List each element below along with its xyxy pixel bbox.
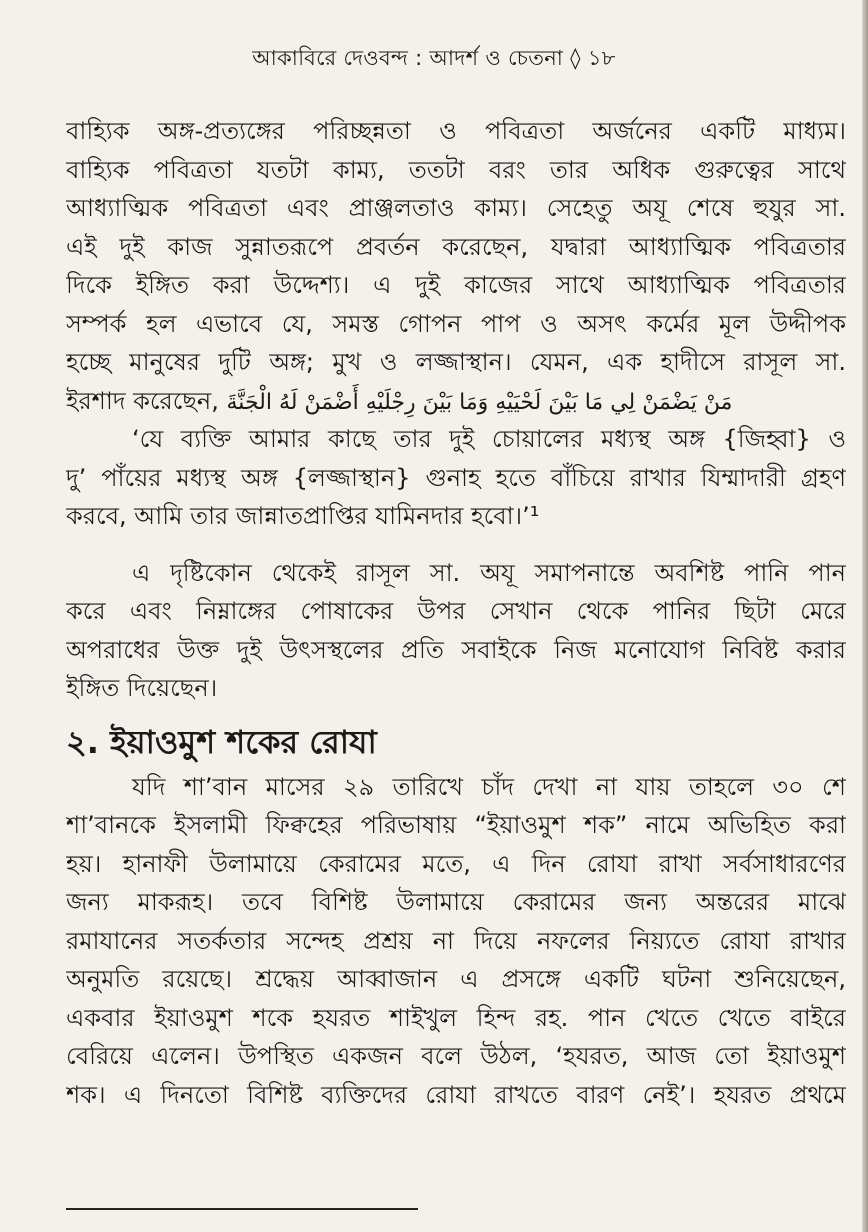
text-line: অপরাধের উক্ত দুই উৎসস্থলের প্রতি সবাইকে নিজ মনোযোগ নিবিষ্ট করার <box>66 635 846 664</box>
running-header <box>0 42 868 77</box>
paragraph-3 <box>66 768 846 1115</box>
hadith-translation <box>66 420 846 536</box>
text-line: শা’বানকে ইসলামী ফিক্বহের পরিভাষায় “ইয়াওমুশ শক” নামে অভিহিত করা <box>66 811 846 839</box>
text-line: এ দৃষ্টিকোন থেকেই রাসূল সা. অযূ সমাপনান্তে অবশিষ্ট পানি পান <box>132 558 846 587</box>
page-edge <box>862 0 868 1232</box>
text-line: রমাযানের সতর্কতার সন্দেহ প্রশ্রয় না দিয়ে নফলের নিয়্যতে রোযা রাখার <box>66 926 846 955</box>
text-line: এই দুই কাজ সুন্নাতরূপে প্রবর্তন করেছেন, যদ্বারা আধ্যাত্মিক পবিত্রতার <box>66 232 846 261</box>
arabic-hadith: مَنْ يَضْمَنْ لِي مَا بَيْنَ لَحْيَيْهِ وَمَا بَيْنَ رِجْلَيْهِ أَضْمَنْ لَهُ الْجَنَّةَ <box>226 389 733 415</box>
quote-line: দু’ পাঁয়ের মধ্যস্থ অঙ্গ {লজ্জাস্থান} গুনাহ হতে বাঁচিয়ে রাখার যিম্মাদারী গ্রহণ <box>66 463 846 492</box>
text-line: জন্য মাকরূহ। তবে বিশিষ্ট উলামায়ে কেরামের জন্য অন্তরের মাঝে <box>66 888 846 916</box>
text-line: বাহ্যিক অঙ্গ-প্রত্যঙ্গের পরিচ্ছন্নতা ও পবিত্রতা অর্জনের একটি মাধ্যম। <box>66 117 846 145</box>
quote-line: ‘যে ব্যক্তি আমার কাছে তার দুই চোয়ালের মধ্যস্থ অঙ্গ {জিহ্বা} ও <box>132 425 846 453</box>
hadith-line <box>66 382 846 421</box>
text-line: দিকে ইঙ্গিত করা উদ্দেশ্য। এ দুই কাজের সাথে আধ্যাত্মিক পবিত্রতার <box>66 271 846 299</box>
text-line: বাহ্যিক পবিত্রতা যতটা কাম্য, ততটা বরং তার অধিক গুরুত্বের সাথে <box>66 155 846 184</box>
text-line: বেরিয়ে এলেন। উপস্থিত একজন বলে উঠল, ‘হযরত, আজ তো ইয়াওমুশ <box>66 1042 846 1070</box>
ornament-glyph: ◊ <box>570 46 581 70</box>
text-line: সম্পর্ক হল এভাবে যে, সমস্ত গোপন পাপ ও অসৎ কর্মের মূল উদ্দীপক <box>66 309 846 338</box>
quote-line: করবে, আমি তার জান্নাতপ্রাপ্তির যামিনদার হবো।’¹ <box>66 502 540 530</box>
page-number: ১৮ <box>587 46 616 70</box>
text-line: যদি শা’বান মাসের ২৯ তারিখে চাঁদ দেখা না যায় তাহলে ৩০ শে <box>132 772 846 801</box>
paragraph-1 <box>66 112 846 420</box>
section-heading: ২. ইয়াওমুশ শকের রোযা <box>66 722 377 761</box>
text-line: অনুমতি রয়েছে। শ্রদ্ধেয় আব্বাজান এ প্রসঙ্গে একটি ঘটনা শুনিয়েছেন, <box>66 965 846 993</box>
text-line: শক। এ দিনতো বিশিষ্ট ব্যক্তিদের রোযা রাখতে বারণ নেই’। হযরত প্রথমে <box>66 1080 846 1109</box>
text-line: হয়। হানাফী উলামায়ে কেরামের মতে, এ দিন রোযা রাখা সর্বসাধারণের <box>66 849 846 878</box>
paragraph-2 <box>66 554 846 708</box>
footnote-divider <box>66 1208 418 1210</box>
text-line: আধ্যাত্মিক পবিত্রতা এবং প্রাঞ্জলতাও কাম্য। সেহেতু অযূ শেষে হুযুর সা. <box>66 194 846 222</box>
text-line: হচ্ছে মানুষের দুটি অঙ্গ; মুখ ও লজ্জাস্থান। যেমন, এক হাদীসে রাসূল সা. <box>66 348 846 376</box>
hadith-lead: ইরশাদ করেছেন, <box>66 386 219 415</box>
running-title: আকাবিরে দেওবন্দ : আদর্শ ও চেতনা <box>252 46 564 70</box>
text-line: ইঙ্গিত দিয়েছেন। <box>66 674 218 702</box>
text-line: একবার ইয়াওমুশ শকে হযরত শাইখুল হিন্দ রহ. পান খেতে খেতে বাইরে <box>66 1003 846 1032</box>
page-body <box>66 112 846 1114</box>
text-line: করে এবং নিম্নাঙ্গের পোষাকের উপর সেখান থেকে পানির ছিটা মেরে <box>66 597 846 625</box>
